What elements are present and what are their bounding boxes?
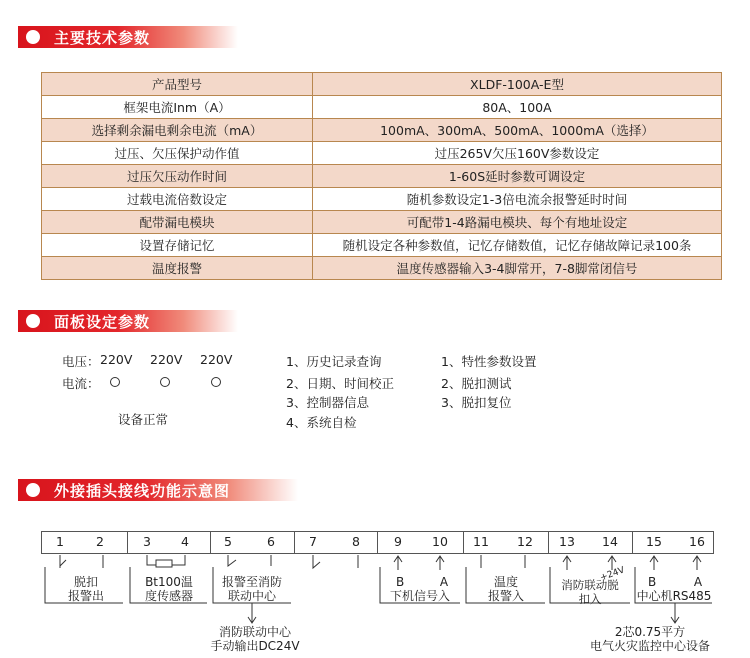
fire-trip-label (552, 578, 628, 606)
spec-value: XLDF-100A-E型 (313, 73, 722, 96)
label-line: 报警至消防 (221, 575, 282, 589)
pin-number: 4 (181, 534, 189, 549)
pin-number: 1 (56, 534, 64, 549)
pin-number: 3 (143, 534, 151, 549)
section-title: 外接插头接线功能示意图 (54, 482, 231, 500)
spec-value: 随机参数设定1-3倍电流余报警延时时间 (313, 188, 722, 211)
label-line: 报警出 (67, 589, 104, 603)
label-line: 度传感器 (144, 589, 193, 603)
label-a: A (439, 575, 449, 589)
label-line: 消防联动脱 (561, 578, 619, 592)
spec-value: 1-60S延时参数可调设定 (313, 165, 722, 188)
label-b: B (395, 575, 405, 589)
menu-item: 1、历史记录查询 (286, 354, 382, 369)
spec-label: 选择剩余漏电剩余电流（mA） (42, 119, 313, 142)
spec-label: 温度报警 (42, 257, 313, 280)
spec-label: 设置存储记忆 (42, 234, 313, 257)
voltage-value: 220V (200, 352, 233, 367)
menu-item: 3、脱扣复位 (441, 395, 512, 410)
label-line: 脱扣 (73, 575, 98, 589)
pin-number: 11 (473, 534, 489, 549)
voltage-value: 220V (150, 352, 183, 367)
center-ba-label (645, 575, 705, 589)
current-label: 电流： (62, 376, 100, 391)
spec-value: 可配带1-4路漏电模块、每个有地址设定 (313, 211, 722, 234)
spec-label: 产品型号 (42, 73, 313, 96)
pin-number: 8 (352, 534, 360, 549)
voltage-label: 电压： (62, 354, 100, 369)
menu-item: 2、脱扣测试 (441, 376, 512, 391)
fire-output-label (200, 625, 310, 653)
label-line: 温度 (493, 575, 518, 589)
label-line: 消防联动中心 (218, 625, 291, 639)
spec-label: 过压欠压动作时间 (42, 165, 313, 188)
pin-number: 15 (646, 534, 662, 549)
label-line: 报警入 (487, 589, 524, 603)
pin-number: 14 (602, 534, 618, 549)
plus24-label: +24V (598, 565, 627, 584)
label-line: 扣入 (578, 592, 602, 606)
menu-item: 1、特性参数设置 (441, 354, 537, 369)
spec-value: 温度传感器输入3-4脚常开，7-8脚常闭信号 (313, 257, 722, 280)
spec-label: 过载电流倍数设定 (42, 188, 313, 211)
label-b: B (647, 575, 657, 589)
pin-number: 5 (224, 534, 232, 549)
spec-label: 框架电流Inm（A） (42, 96, 313, 119)
pin-number: 2 (96, 534, 104, 549)
label-line: Bt100温 (145, 575, 193, 589)
menu-item: 4、系统自检 (286, 415, 357, 430)
label-line: 联动中心 (227, 589, 276, 603)
temp-alarm-label (470, 575, 542, 603)
spec-value: 100mA、300mA、500mA、1000mA（选择） (313, 119, 722, 142)
pin-number: 9 (394, 534, 402, 549)
center-rs485-label: 中心机RS485 (636, 589, 712, 603)
pin-number: 16 (689, 534, 705, 549)
spec-label: 过压、欠压保护动作值 (42, 142, 313, 165)
menu-item: 2、日期、时间校正 (286, 376, 394, 391)
voltage-value: 220V (100, 352, 133, 367)
pin-number: 13 (559, 534, 575, 549)
spec-value: 过压265V欠压160V参数设定 (313, 142, 722, 165)
label-line: 电气火灾监控中心设备 (589, 639, 710, 653)
lower-signal-label: 下机信号入 (389, 589, 450, 603)
alarm-fire-label (215, 575, 289, 603)
pin-number: 6 (267, 534, 275, 549)
section-title: 主要技术参数 (54, 29, 151, 47)
device-status: 设备正常 (118, 412, 169, 427)
spec-label: 配带漏电模块 (42, 211, 313, 234)
trip-label (56, 575, 116, 603)
pin-number: 7 (309, 534, 317, 549)
label-line: 手动输出DC24V (210, 639, 300, 653)
sensor-label (133, 575, 205, 603)
menu-item: 3、控制器信息 (286, 395, 369, 410)
monitor-center-label (585, 625, 715, 653)
pin-number: 10 (432, 534, 448, 549)
section-title: 面板设定参数 (54, 313, 151, 331)
spec-value: 随机设定各种参数值，记忆存储数值，记忆存储故障记录100条 (313, 234, 722, 257)
lower-ba-label (392, 575, 452, 589)
spec-value: 80A、100A (313, 96, 722, 119)
label-line: 2芯0.75平方 (614, 625, 686, 639)
label-a: A (693, 575, 703, 589)
pin-number: 12 (517, 534, 533, 549)
